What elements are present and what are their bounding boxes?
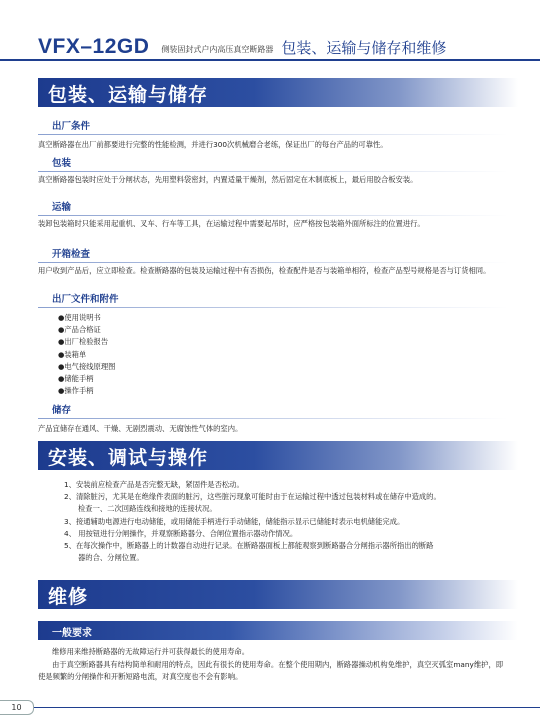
paragraph: 真空断路器在出厂前都要进行完整的性能检测，并进行300次机械磨合老练，保证出厂的每台产品的可靠性。 [38,140,388,149]
section-banner-packaging [38,78,518,107]
banner-title: 包装、运输与储存 [48,84,209,106]
paragraph: 维修用来维持断路器的无故障运行并可获得最长的使用寿命。 [52,647,250,656]
page-number: 10 [0,700,34,715]
paragraph: 产品宜储存在通风、干燥、无剧烈震动、无腐蚀性气体的室内。 [38,424,243,433]
step-continuation: 器的合、分闸位置。 [78,553,144,563]
subsection-divider [38,134,508,135]
document-list [38,312,508,397]
banner-title: 维修 [48,586,89,608]
banner-background [38,580,518,609]
subsection-divider [38,215,508,216]
list-item: ●电气接线原理图 [58,361,116,371]
factory-conditions-block [38,120,508,151]
step-item: 2、清除脏污，尤其是在绝缘件表面的脏污，这些脏污现象可能时由于在运输过程中透过包装材料或在储存中造成的。 [64,492,441,502]
paragraph: 真空断路器包装时应处于分闸状态，先用塑料袋密封，内置适量干燥剂，然后固定在木制底板上，最后用胶合板安装。 [38,175,418,184]
installation-steps [38,479,508,564]
subsection-heading: 运输 [52,202,72,213]
subsection-divider [38,262,508,263]
subsection-heading: 出厂文件和附件 [52,294,119,305]
step-item: 1、安装前应检查产品是否完整无缺，紧固件是否松动。 [64,480,244,489]
step-continuation: 检查一、二次回路连线和接地的连接状况。 [78,504,217,514]
subbar-background [38,621,518,640]
packaging-block [38,157,508,186]
transport-block [38,201,508,230]
step-item: 5、在每次操作中，断路器上的计数器自动进行记录。在断路器面板上都能观察到断路器合分闸指示器所指出的断路 [64,541,434,551]
step-item: 3、接通辅助电源进行电动储能，或用储能手柄进行手动储能，储能指示显示已储能时表示电机储能完成。 [64,516,405,526]
list-item: ●使用说明书 [58,313,101,322]
list-item: ●产品合格证 [58,325,101,335]
header-rule [0,59,540,61]
unpacking-block [38,248,508,277]
subsection-heading: 出厂条件 [52,121,91,132]
paragraph: 用户收到产品后，应立即检查。检查断路器的包装及运输过程中有否损伤，检查配件是否与装箱单相符，检查产品型号规格是否与订货相同。 [38,266,491,275]
subsection-divider [38,307,508,308]
subsection-divider [38,418,508,419]
subsection-heading: 包装 [52,158,72,169]
section-banner-installation [38,441,518,470]
storage-block [38,404,508,435]
maintenance-text [38,646,508,683]
subbar-title: 一般要求 [52,628,92,639]
model-number: VFX–12GD [38,35,150,58]
list-item: ●储能手柄 [58,374,94,384]
page-header [38,34,518,58]
chapter-title: 包装、运输与储存和维修 [281,39,447,57]
general-requirements-bar [38,621,518,640]
subsection-heading: 储存 [52,405,72,416]
subsection-heading: 开箱检查 [52,249,91,260]
list-item: ●出厂检验报告 [58,337,109,347]
subsection-divider [38,171,508,172]
banner-title: 安装、调试与操作 [48,447,209,469]
list-item: ●装箱单 [58,349,87,359]
step-item: 4、 用按钮进行分闸操作，并观察断路器分、合闸位置指示器动作情况。 [64,528,298,538]
paragraph: 装卸包装箱时只能采用起重机、叉车、行车等工具，在运输过程中需要起吊时，应严格按包装箱外面所标注的位置进行。 [38,219,425,228]
footer-rule [34,707,540,708]
step-list [38,479,508,564]
list-item: ●操作手柄 [58,386,94,396]
documents-block [38,293,508,397]
section-banner-maintenance [38,580,518,609]
paragraph: 由于真空断路器具有结构简单和耐用的特点，因此有很长的使用寿命。在整个使用期内，断路器操动机构免维护，真空灭弧室many维护，即使是频繁的分闸操作和开断短路电流，对真空度也不会有影响。 [38,660,504,681]
product-subtitle: 侧装固封式户内高压真空断路器 [161,45,274,54]
